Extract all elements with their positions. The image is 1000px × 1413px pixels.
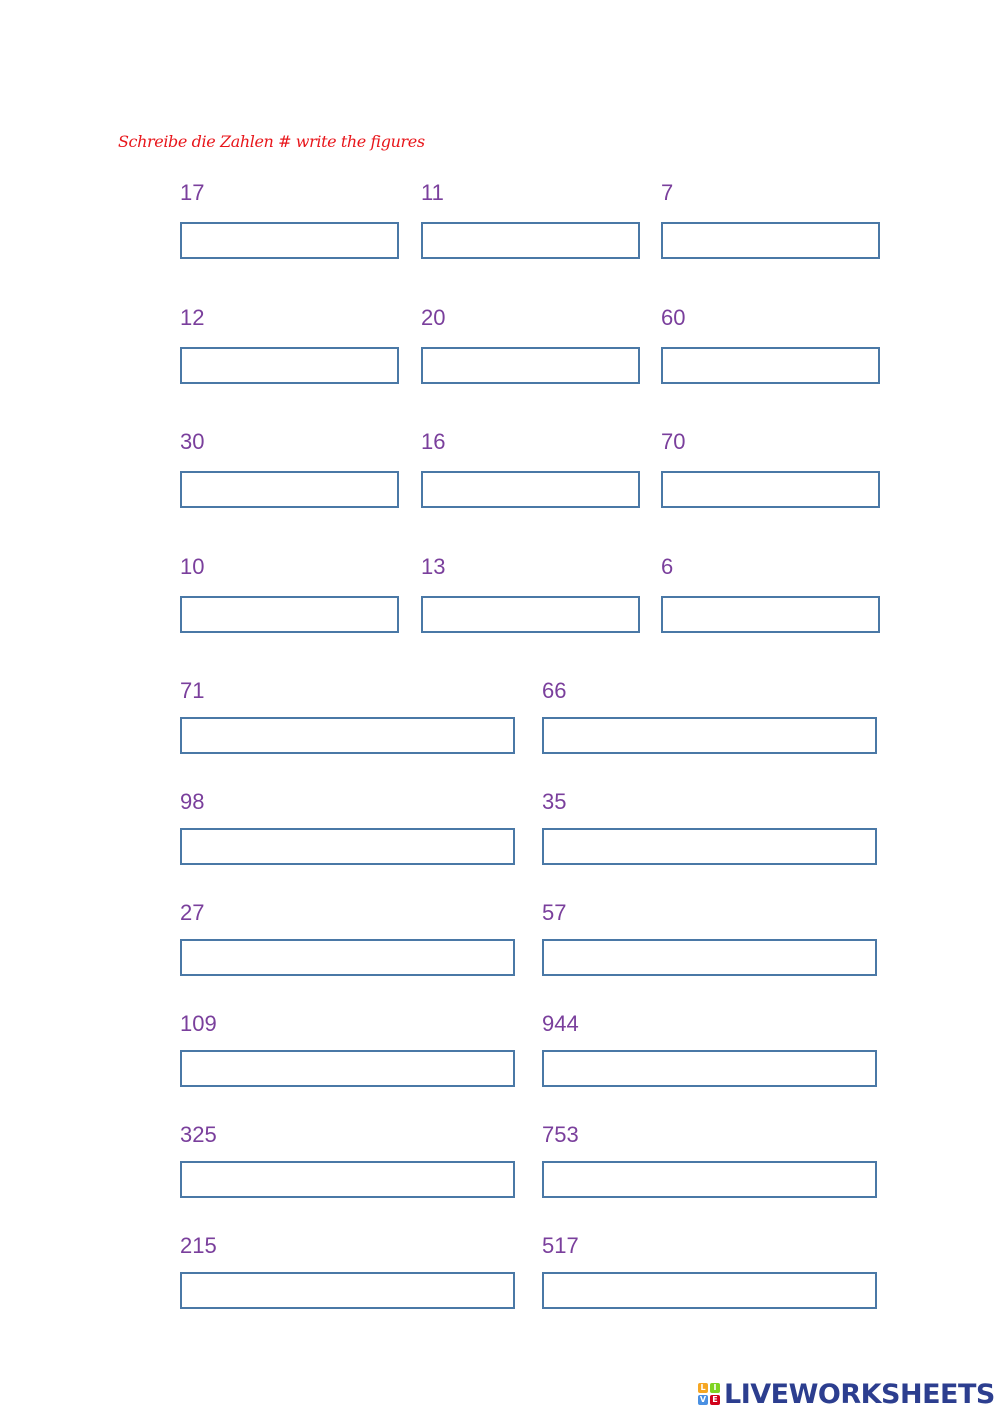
answer-box[interactable] [180,939,515,976]
number-label: 7 [661,180,674,205]
number-label: 16 [421,429,446,454]
brand-name: LIVEWORKSHEETS [724,1378,995,1410]
number-label: 13 [421,554,446,579]
number-label: 66 [542,678,567,703]
number-label: 944 [542,1011,579,1036]
logo-tile: V [699,1395,707,1404]
number-label: 57 [542,900,567,925]
logo-tile: I [710,1383,720,1393]
number-label: 12 [180,305,205,330]
answer-box[interactable] [661,347,880,384]
answer-box[interactable] [542,939,877,976]
answer-box[interactable] [542,1272,877,1309]
number-label: 98 [180,789,205,814]
answer-box[interactable] [180,1161,515,1198]
answer-box[interactable] [180,347,399,384]
answer-box[interactable] [661,596,880,633]
logo-tile: L [698,1383,708,1393]
answer-box[interactable] [542,717,877,754]
answer-box[interactable] [180,471,399,508]
number-label: 27 [180,900,205,925]
answer-box[interactable] [421,471,640,508]
number-label: 30 [180,429,205,454]
answer-box[interactable] [180,596,399,633]
answer-box[interactable] [421,596,640,633]
number-label: 71 [180,678,205,703]
number-label: 20 [421,305,446,330]
answer-box[interactable] [661,222,880,259]
number-label: 60 [661,305,686,330]
number-label: 753 [542,1122,579,1147]
number-label: 6 [661,554,674,579]
answer-box[interactable] [542,1161,877,1198]
logo-tile: E [710,1395,720,1405]
answer-box[interactable] [180,1272,515,1309]
liveworksheets-brand [697,1380,995,1408]
brand-logo-icon [697,1382,721,1406]
number-label: 35 [542,789,567,814]
answer-box[interactable] [180,1050,515,1087]
instruction-text: Schreibe die Zahlen # write the figures [118,132,425,151]
answer-box[interactable] [180,828,515,865]
answer-box[interactable] [421,347,640,384]
number-label: 325 [180,1122,217,1147]
number-label: 17 [180,180,205,205]
answer-box[interactable] [180,222,399,259]
number-label: 517 [542,1233,579,1258]
answer-box[interactable] [661,471,880,508]
number-label: 109 [180,1011,217,1036]
number-label: 215 [180,1233,217,1258]
answer-box[interactable] [421,222,640,259]
answer-box[interactable] [180,717,515,754]
answer-box[interactable] [542,1050,877,1087]
number-label: 70 [661,429,686,454]
answer-box[interactable] [542,828,877,865]
number-label: 10 [180,554,205,579]
number-label: 11 [421,180,444,205]
